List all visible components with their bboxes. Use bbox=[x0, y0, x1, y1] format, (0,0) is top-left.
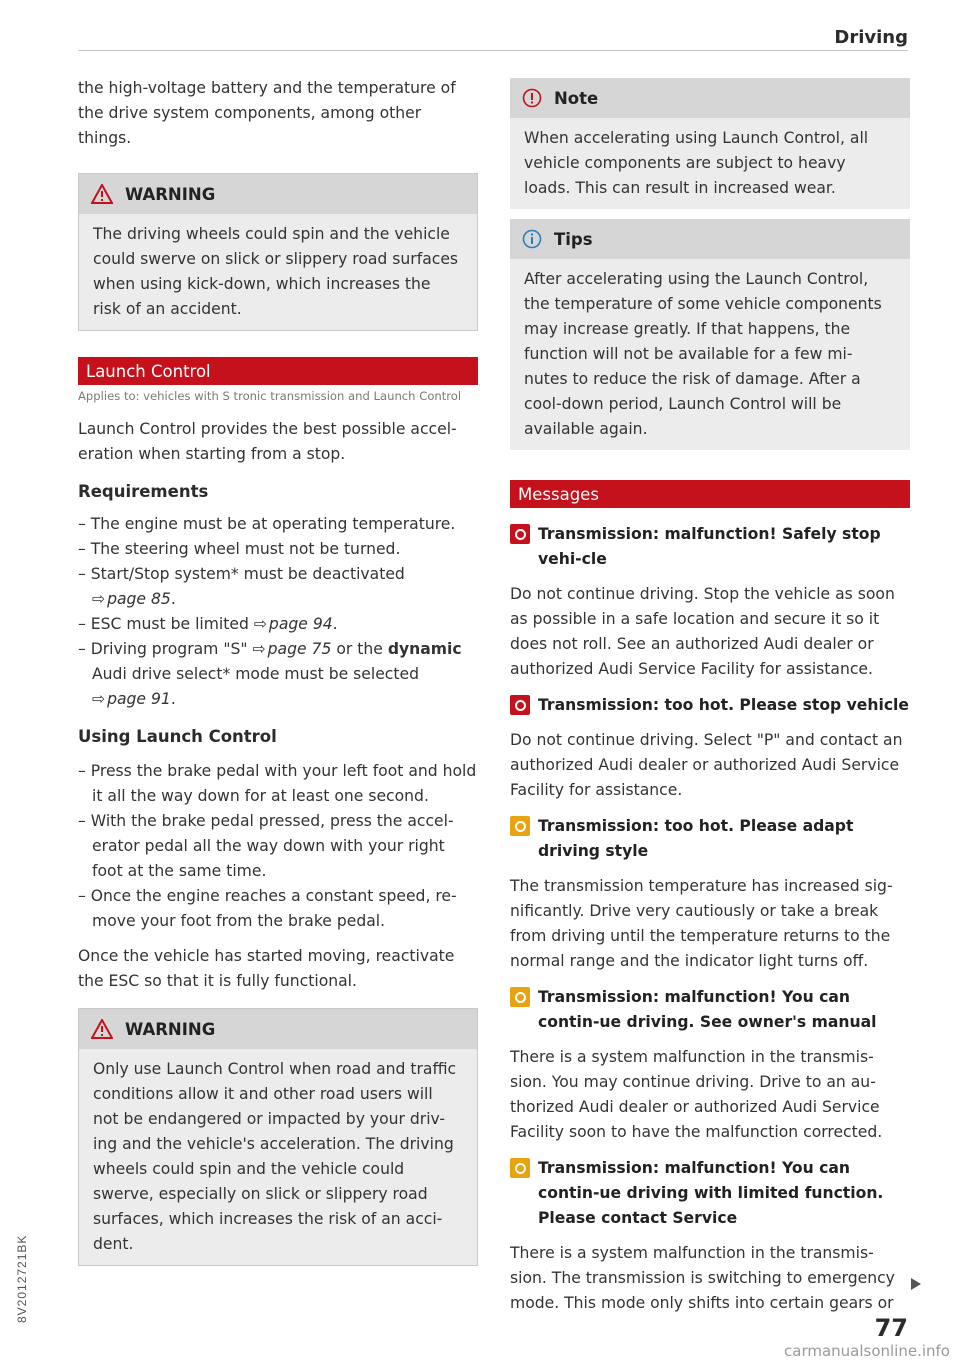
page-ref-link[interactable]: page 85 bbox=[107, 590, 171, 608]
note-box bbox=[510, 78, 910, 209]
using-launch-control-heading: Using Launch Control bbox=[78, 727, 277, 746]
continue-arrow-icon bbox=[910, 1276, 922, 1295]
step-item: – Once the engine reaches a constant speed, re-move your foot from the brake pedal. bbox=[78, 887, 457, 930]
step-item: – With the brake pedal pressed, press the accel-erator pedal all the way down with your right foot at the same time. bbox=[78, 812, 454, 880]
launch-description: Launch Control provides the best possible accel-eration when starting from a stop. bbox=[78, 420, 457, 463]
message-item bbox=[510, 985, 910, 1145]
warning-triangle-icon bbox=[91, 1019, 113, 1039]
arrow-icon: ⇨ bbox=[252, 640, 266, 658]
warning-box-2-title bbox=[79, 1009, 477, 1049]
svg-text:8V2012721BK: 8V2012721BK bbox=[15, 1234, 29, 1323]
note-text: When accelerating using Launch Control, all vehicle components are subject to heavy loads. This can result in increased wear. bbox=[510, 118, 910, 209]
warning-box-2 bbox=[78, 1008, 478, 1266]
message-item bbox=[510, 814, 910, 974]
right-column bbox=[510, 78, 910, 1316]
intro-paragraph: the high-voltage battery and the temperature of the drive system components, among other things. bbox=[78, 79, 456, 147]
message-body: The transmission temperature has increased sig-nificantly. Drive very cautiously or take a break from driving until the temperature returns to the normal range and the indicator light turns off. bbox=[510, 877, 893, 970]
message-item bbox=[510, 1156, 910, 1316]
warning-light-icon bbox=[510, 816, 530, 836]
message-title: Transmission: malfunction! You can contin-ue driving with limited function. Please contact Service bbox=[538, 1159, 884, 1227]
warning-light-icon bbox=[510, 524, 530, 544]
warning-light-icon bbox=[510, 1158, 530, 1178]
outro-paragraph: Once the vehicle has started moving, reactivate the ESC so that it is fully functional. bbox=[78, 947, 455, 990]
exclamation-circle-icon bbox=[522, 88, 542, 108]
message-title: Transmission: too hot. Please stop vehicle bbox=[538, 696, 909, 714]
warning-2-text: Only use Launch Control when road and traffic conditions allow it and other road users will not be endangered or impacted by your driv-ing and the vehicle's acceleration. The driving wheels could spin and the vehicle could swerve, especially on slick or slippery road surfaces, which increases the risk of an acci-dent. bbox=[79, 1049, 477, 1265]
arrow-icon: ⇨ bbox=[253, 615, 267, 633]
message-body: There is a system malfunction in the transmis-sion. You may continue driving. Drive to an au-thorized Audi dealer or authorized Audi Service Facility soon to have the malfunction corrected. bbox=[510, 1048, 883, 1141]
launch-control-heading: Launch Control bbox=[78, 357, 478, 385]
tips-box bbox=[510, 219, 910, 450]
requirement-item: – The steering wheel must not be turned. bbox=[78, 540, 401, 558]
tips-box-title bbox=[510, 219, 910, 259]
message-title: Transmission: too hot. Please adapt driving style bbox=[538, 817, 854, 860]
tips-label: Tips bbox=[554, 229, 593, 249]
message-item bbox=[510, 693, 910, 803]
requirement-item: – Start/Stop system* must be deactivated ⇨ page 85. bbox=[78, 565, 405, 608]
warning-box-1-title bbox=[79, 174, 477, 214]
warning-1-label: WARNING bbox=[125, 184, 216, 204]
warning-2-label: WARNING bbox=[125, 1019, 216, 1039]
note-label: Note bbox=[554, 88, 599, 108]
header-rule bbox=[78, 50, 908, 51]
warning-triangle-icon bbox=[91, 184, 113, 204]
warning-box-1 bbox=[78, 173, 478, 331]
requirements-heading: Requirements bbox=[78, 482, 209, 501]
doc-code bbox=[12, 1185, 32, 1325]
arrow-icon: ⇨ bbox=[92, 590, 106, 608]
info-circle-icon bbox=[522, 229, 542, 249]
watermark: carmanualsonline.info bbox=[784, 1342, 950, 1360]
message-body: Do not continue driving. Select "P" and contact an authorized Audi dealer or authorized Audi Service Facility for assistance. bbox=[510, 731, 903, 799]
message-item bbox=[510, 522, 910, 682]
using-list bbox=[78, 759, 478, 934]
warning-light-icon bbox=[510, 987, 530, 1007]
tips-text: After accelerating using the Launch Control, the temperature of some vehicle components may increase greatly. If that happens, the function will not be available for a few mi-nutes to reduce the risk of damage. After a cool-down period, Launch Control will be available again. bbox=[510, 259, 910, 450]
message-body: Do not continue driving. Stop the vehicle as soon as possible in a safe location and secure it so it does not roll. See an authorized Audi dealer or authorized Audi Service Facility for assistance. bbox=[510, 585, 895, 678]
message-title: Transmission: malfunction! Safely stop vehi-cle bbox=[538, 525, 881, 568]
page-ref-link[interactable]: page 91 bbox=[107, 690, 171, 708]
applies-to: Applies to: vehicles with S tronic transmission and Launch Control bbox=[78, 389, 462, 403]
message-title: Transmission: malfunction! You can contin-ue driving. See owner's manual bbox=[538, 988, 877, 1031]
requirement-item: – Driving program "S" ⇨ page 75 or the dynamic Audi drive select* mode must be selected ⇨ page 91. bbox=[78, 640, 462, 708]
section-title: Driving bbox=[834, 27, 908, 48]
requirement-item: – ESC must be limited ⇨ page 94. bbox=[78, 615, 338, 633]
arrow-icon: ⇨ bbox=[92, 690, 106, 708]
note-box-title bbox=[510, 78, 910, 118]
step-item: – Press the brake pedal with your left foot and hold it all the way down for at least one second. bbox=[78, 762, 477, 805]
page-ref-link[interactable]: page 94 bbox=[268, 615, 333, 633]
message-body: There is a system malfunction in the transmis-sion. The transmission is switching to emergency mode. This mode only shifts into certain gears or bbox=[510, 1244, 895, 1312]
warning-light-icon bbox=[510, 695, 530, 715]
page-number: 77 bbox=[874, 1314, 908, 1342]
requirement-item: – The engine must be at operating temperature. bbox=[78, 515, 456, 533]
requirements-list bbox=[78, 512, 478, 712]
warning-1-text: The driving wheels could spin and the vehicle could swerve on slick or slippery road surfaces when using kick-down, which increases the risk of an accident. bbox=[79, 214, 477, 330]
page-ref-link[interactable]: page 75 bbox=[267, 640, 332, 658]
left-column bbox=[78, 76, 478, 1266]
messages-heading: Messages bbox=[510, 480, 910, 508]
